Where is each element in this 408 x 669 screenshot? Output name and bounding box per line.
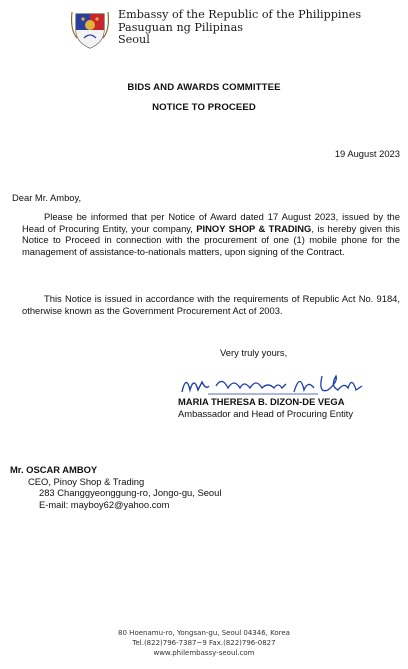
footer-phones: Tel.(822)796-7387~9 Fax.(822)796-0827 [132,639,276,647]
salutation: Dear Mr. Amboy, [12,192,82,203]
recipient-name: Mr. OSCAR AMBOY [10,464,98,475]
letterhead [118,9,361,47]
recipient-email: E-mail: mayboy62@yahoo.com [39,498,170,510]
signer-title: Ambassador and Head of Procuring Entity [178,408,354,419]
company-name: PINOY SHOP & TRADING [196,222,312,234]
letter-date: 19 August 2023 [334,148,400,159]
letterhead-city: Seoul [118,33,150,46]
closing: Very truly yours, [220,347,288,358]
philippine-coat-of-arms-logo [69,8,111,50]
body-paragraph-1-rest: , is hereby given this Notice to Proceed in connection with the procurement of one (1) mobile phone for the management of assistance-to-nationals matters, upon signing of the Contract. [22,222,400,257]
letterhead-filipino-name: Pasuguan ng Pilipinas [118,20,243,34]
notice-title: NOTICE TO PROCEED [152,102,256,113]
recipient-position: CEO, Pinoy Shop & Trading [28,475,145,487]
footer [0,628,408,658]
footer-address: 80 Hoenamu-ro, Yongsan-gu, Seoul 04346, Korea [118,629,290,637]
recipient-address: 283 Changgyeonggung-ro, Jongo-gu, Seoul [39,487,222,499]
body-paragraph-2 [22,293,400,316]
recipient-block [10,464,221,510]
body-paragraph-1 [22,211,400,257]
letterhead-embassy-name: Embassy of the Republic of the Philippines [118,8,362,21]
signer-name: MARIA THERESA B. DIZON-DE VEGA [178,396,345,407]
body-paragraph-1-intro: Please be informed that per Notice of Award dated 17 August 2023, issued by the Head of Procuring Entity, your company, [22,211,400,234]
handwritten-signature [178,368,368,398]
footer-website: www.philembassy-seoul.com [153,649,255,657]
body-paragraph-2-text: This Notice is issued in accordance with the requirements of Republic Act No. 9184, otherwise known as the Government Procurement Act of 2003. [22,293,400,316]
committee-heading: BIDS AND AWARDS COMMITTEE [127,82,281,93]
